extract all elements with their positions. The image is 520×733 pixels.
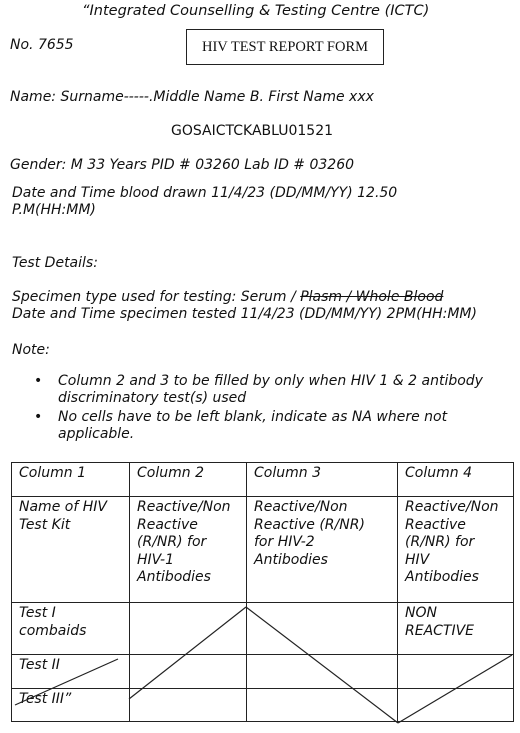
column-header: Column 1: [12, 463, 130, 497]
table-cell: Reactive/Non Reactive (R/NR) for HIV Antibodies: [398, 497, 514, 603]
strike-line-col4: [398, 655, 512, 723]
table-cell: NON REACTIVE: [398, 603, 514, 655]
specimen-type-struck: Plasm / Whole Blood: [300, 289, 444, 305]
column-header: Column 2: [130, 463, 247, 497]
strike-line-col2: [129, 607, 246, 699]
table-cell: Reactive/Non Reactive (R/NR) for HIV-2 Antibodies: [247, 497, 398, 603]
test-details-heading: Test Details:: [12, 255, 98, 271]
specimen-type-prefix: Specimen type used for testing: Serum /: [12, 289, 301, 305]
strike-line-col3: [246, 607, 398, 723]
note-item-line: discriminatory test(s) used: [58, 390, 247, 406]
gender-line: Gender: M 33 Years PID # 03260 Lab ID # 03260: [10, 157, 355, 173]
blood-drawn-time: P.M(HH:MM): [12, 202, 96, 218]
note-item-line: Column 2 and 3 to be filled by only when HIV 1 & 2 antibody: [58, 373, 483, 389]
table-cell: Test III”: [12, 689, 130, 722]
centre-name: “Integrated Counselling & Testing Centre (ICTC): [82, 3, 430, 19]
column-header: Column 4: [398, 463, 514, 497]
table-cell: Test I combaids: [12, 603, 130, 655]
note-item-line: applicable.: [58, 426, 135, 442]
table-cell: Reactive/Non Reactive (R/NR) for HIV-1 Antibodies: [130, 497, 247, 603]
column-header: Column 3: [247, 463, 398, 497]
bullet-icon: •: [34, 373, 43, 389]
note-heading: Note:: [12, 342, 50, 358]
specimen-tested-line: Date and Time specimen tested 11/4/23 (DD/MM/YY) 2PM(HH:MM): [12, 306, 477, 322]
form-number: No. 7655: [10, 37, 74, 53]
strike-line-test-ii: [15, 659, 118, 705]
bullet-icon: •: [34, 409, 43, 425]
blood-drawn-line: Date and Time blood drawn 11/4/23 (DD/MM/YY) 12.50: [12, 185, 398, 201]
table-cell: Test II: [12, 655, 130, 689]
patient-name: Name: Surname-----.Middle Name B. First Name xxx: [10, 89, 374, 105]
patient-code: GOSAICTCKABLU01521: [171, 123, 334, 139]
form-title: HIV TEST REPORT FORM: [201, 39, 369, 55]
table-cell: Name of HIV Test Kit: [12, 497, 130, 603]
note-item-line: No cells have to be left blank, indicate as NA where not: [58, 409, 448, 425]
